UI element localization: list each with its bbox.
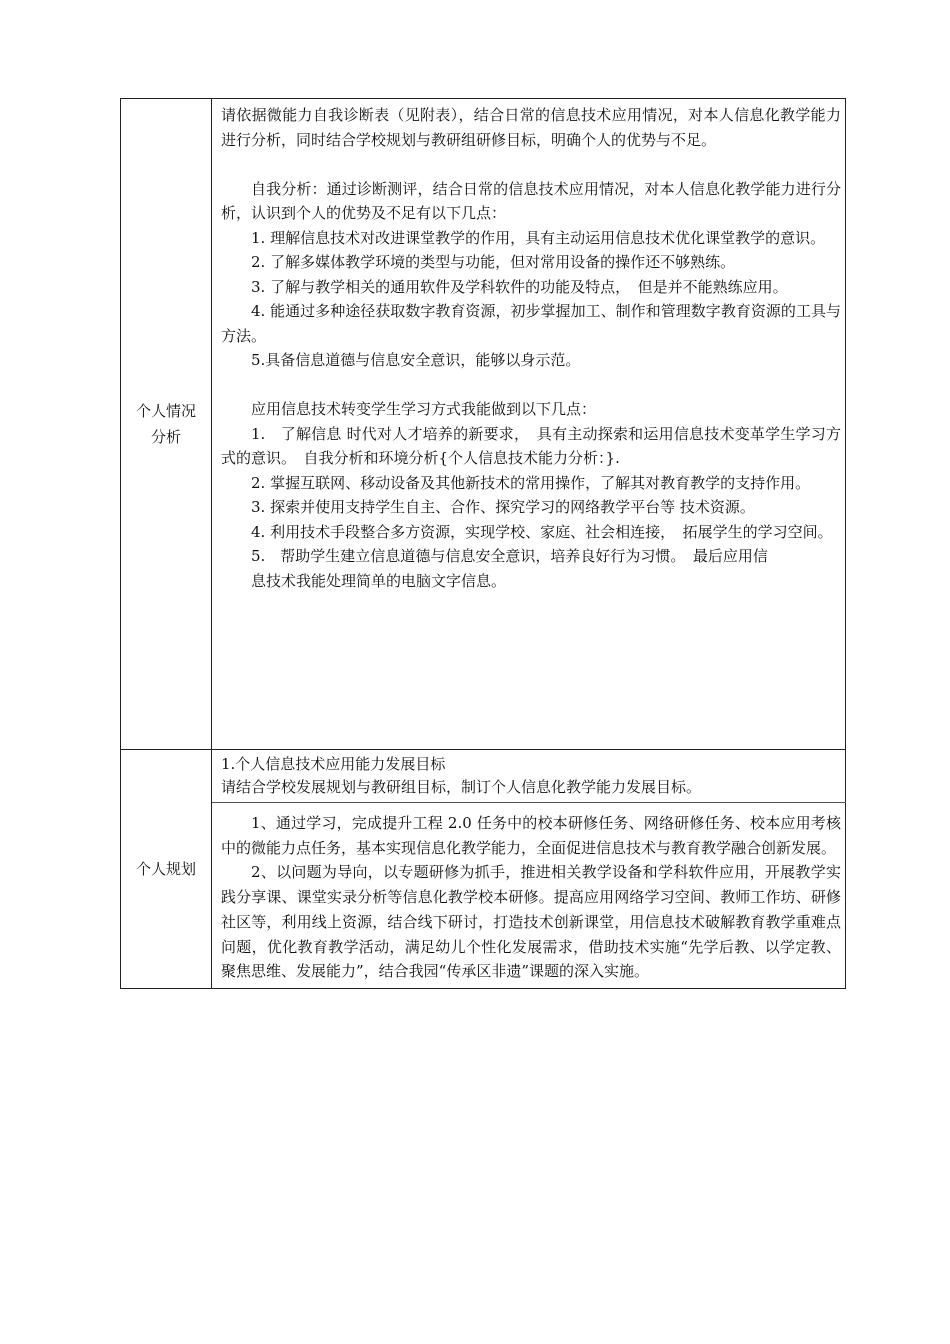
analysis-label-cell — [121, 99, 212, 750]
analysis-content-cell — [212, 99, 846, 750]
transform-point: 1. 了解信息 时代对人才培养的新要求， 具有主动探索和运用信息技术变革学生学习方式的意识。 自我分析和环境分析{个人信息技术能力分析：}. — [221, 424, 841, 467]
plan-label-cell — [121, 750, 212, 989]
analysis-point: 4. 能通过多种途径获取数字教育资源，初步掌握加工、制作和管理数字教育资源的工具与方法。 — [221, 302, 841, 345]
analysis-point: 2. 了解多媒体教学环境的类型与功能，但对常用设备的操作还不够熟练。 — [251, 253, 736, 271]
plan-paragraph: 2、以问题为导向，以专题研修为抓手，推进相关教学设备和学科软件应用，开展教学实践分享课、课堂实录分析等信息化教学校本研修。提高应用网络学习空间、教师工作坊、研修社区等，利用线上资源，结合线下研讨，打造技术创新课堂，用信息技术破解教育教学重难点问题，优化教育教学活动，满足幼儿个性化发展需求，借助技术实施“先学后教、以学定教、聚焦思维、发展能力”，结合我园“传承区非遗”课题的深入实施。 — [221, 863, 841, 981]
goal-title: 1.个人信息技术应用能力发展目标 — [221, 755, 446, 773]
transform-point: 3. 探索并使用支持学生自主、合作、探究学习的网络教学平台等 技术资源。 — [251, 498, 755, 516]
analysis-row — [121, 99, 846, 750]
plan-body — [212, 803, 845, 988]
goal-header — [212, 750, 845, 802]
plan-paragraph: 1、通过学习，完成提升工程 2.0 任务中的校本研修任务、网络研修任务、校本应用考核中的微能力点任务，基本实现信息化教学能力，全面促进信息技术与教育教学融合创新发展。 — [221, 814, 841, 857]
analysis-point: 5.具备信息道德与信息安全意识，能够以身示范。 — [251, 351, 581, 369]
analysis-point: 3. 了解与教学相关的通用软件及学科软件的功能及特点， 但是并不能熟练应用。 — [251, 277, 788, 296]
plan-body-row — [121, 803, 846, 989]
plan-row — [121, 750, 846, 803]
plan-table — [120, 98, 846, 989]
transform-point-5-line2: 息技术我能处理简单的电脑文字信息。 — [251, 571, 507, 590]
goal-instruction: 请结合学校发展规划与教研组目标，制订个人信息化教学能力发展目标。 — [221, 778, 702, 796]
transform-intro: 应用信息技术转变学生学习方式我能做到以下几点： — [251, 400, 597, 418]
goal-header-cell — [212, 750, 846, 803]
transform-point: 4. 利用技术手段整合多方资源，实现学校、家庭、社会相连接， 拓展学生的学习空间。 — [251, 522, 833, 541]
plan-label: 个人规划 — [135, 859, 196, 878]
transform-point: 2. 掌握互联网、移动设备及其他新技术的常用操作，了解其对教育教学的支持作用。 — [251, 473, 811, 492]
plan-body-cell — [212, 803, 846, 989]
self-analysis-intro: 自我分析：通过诊断测评，结合日常的信息技术应用情况，对本人信息化教学能力进行分析，认识到个人的优势及不足有以下几点： — [221, 179, 841, 222]
transform-point-5-line1: 5. 帮助学生建立信息道德与信息安全意识，培养良好行为习惯。 最后应用信 — [251, 547, 768, 565]
analysis-content — [212, 99, 845, 597]
analysis-point: 1. 理解信息技术对改进课堂教学的作用，具有主动运用信息技术优化课堂教学的意识。 — [251, 228, 826, 247]
analysis-instruction: 请依据微能力自我诊断表（见附表），结合日常的信息技术应用情况，对本人信息化教学能力进行分析，同时结合学校规划与教研组研修目标，明确个人的优势与不足。 — [221, 106, 841, 149]
analysis-label: 个人情况分析 — [135, 402, 196, 446]
